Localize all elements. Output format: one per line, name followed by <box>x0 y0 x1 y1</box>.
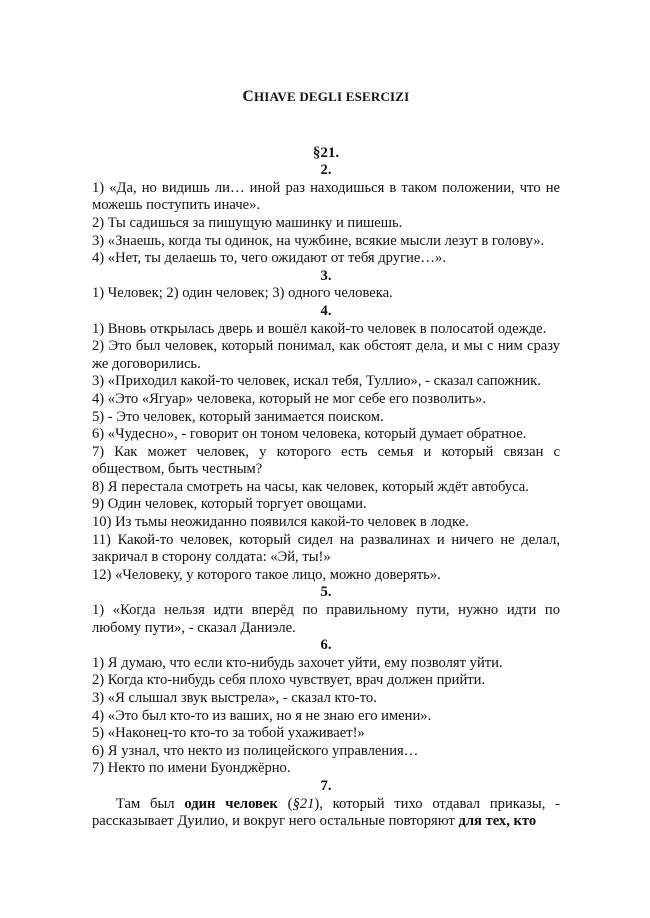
answer-item: 3) «Я слышал звук выстрела», - сказал кто-то. <box>92 690 377 706</box>
answer-item: 6) «Чудесно», - говорит он тоном человека, который думает обратное. <box>92 426 527 443</box>
answer-item: 1) Вновь открылась дверь и вошёл какой-то человек в полосатой одежде. <box>92 320 547 337</box>
paragraph-text: ), который тихо отдавал приказы, - рассказывает Дуилио, и вокруг него остальные повторяют <box>92 795 561 830</box>
answer-item: 5) - Это человек, который занимается поиском. <box>92 408 384 425</box>
answer-item: 2) Это был человек, который понимал, как обстоят дела, и мы с ним сразу же договорились. <box>92 338 560 372</box>
answer-item: 1) Я думаю, что если кто-нибудь захочет уйти, ему позволят уйти. <box>92 654 503 671</box>
answer-item: 4) «Это был кто-то из ваших, но я не знаю его имени». <box>92 707 432 724</box>
bold-phrase: один человек <box>184 795 278 812</box>
answer-item: 1) Человек; 2) один человек; 3) одного человека. <box>92 285 393 302</box>
answer-item: 5) «Наконец-то кто-то за тобой ухаживает!» <box>92 725 365 742</box>
exercise-number: 6. <box>320 637 332 654</box>
answer-item: 9) Один человек, который торгует овощами. <box>92 496 367 513</box>
heading-initial: C <box>242 88 254 105</box>
section-number: §21. <box>312 144 340 161</box>
paragraph-text: ( <box>277 795 293 812</box>
exercise-number: 7. <box>320 777 332 794</box>
answer-item: 12) «Человеку, у которого такое лицо, можно доверять». <box>92 566 441 583</box>
exercise-blocks <box>92 162 560 778</box>
page-heading <box>92 88 560 106</box>
answer-item: 6) Я узнал, что некто из полицейского управления… <box>92 742 419 759</box>
heading-rest: HIAVE DEGLI ESERCIZI <box>253 89 410 104</box>
answer-item: 4) «Это «Ягуар» человека, который не мог себе его позволить». <box>92 390 487 407</box>
bold-phrase: для тех, кто <box>458 813 537 830</box>
answer-key-page <box>92 88 560 831</box>
answer-item: 1) «Да, но видишь ли… иной раз находишься в таком положении, что не можешь поступить иначе». <box>92 179 560 214</box>
answer-item: 1) «Когда нельзя идти вперёд по правильному пути, нужно идти по любому пути», - сказал Даниэле. <box>92 602 560 636</box>
exercise-number: 2. <box>320 162 332 179</box>
answer-item: 11) Какой-то человек, который сидел на развалинах и ничего не делал, закричал в сторону солдата: «Эй, ты!» <box>92 531 560 566</box>
exercise-number: 5. <box>320 584 332 601</box>
answer-item: 10) Из тьмы неожиданно появился какой-то человек в лодке. <box>92 514 469 531</box>
answer-item: 2) Ты садишься за пишущую машинку и пишешь. <box>92 214 403 231</box>
answer-item: 8) Я перестала смотреть на часы, как человек, который ждёт автобуса. <box>92 478 529 495</box>
answer-item: 3) «Знаешь, когда ты одинок, на чужбине, всякие мысли лезут в голову». <box>92 232 545 249</box>
answer-item: 3) «Приходил какой-то человек, искал тебя, Туллио», - сказал сапожник. <box>92 373 541 390</box>
italic-reference: §21 <box>292 795 315 812</box>
answer-item: 7) Как может человек, у которого есть семья и который связан с обществом, быть честным? <box>92 443 560 478</box>
answer-item: 2) Когда кто-нибудь себя плохо чувствует, врач должен прийти. <box>92 672 486 689</box>
answer-item: 7) Некто по имени Буонджёрно. <box>92 760 291 777</box>
answer-item: 4) «Нет, ты делаешь то, чего ожидают от тебя другие…». <box>92 250 446 267</box>
exercise-number: 3. <box>320 267 332 284</box>
paragraph-text: Там был <box>116 795 185 812</box>
exercise-7-paragraph <box>92 796 560 831</box>
exercise-number: 4. <box>320 302 332 319</box>
